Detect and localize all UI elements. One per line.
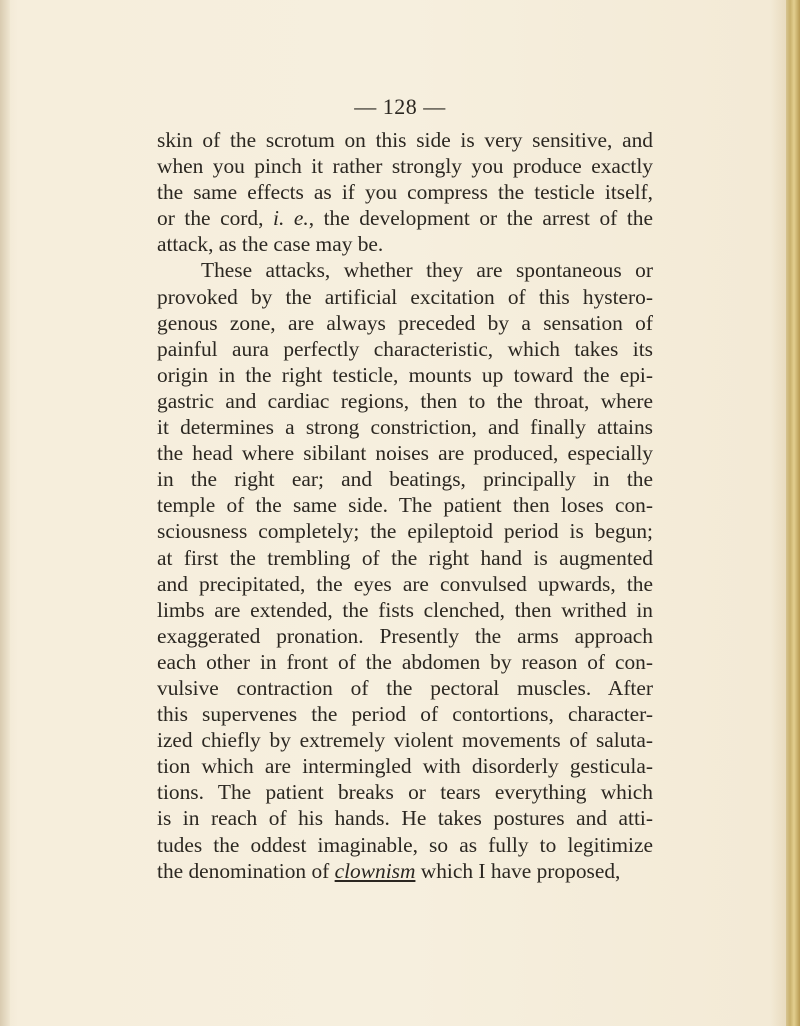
text-line: sciousness completely; the epileptoid period is begun; [157,519,653,544]
text-line: the head where sibilant noises are produced, especially [157,441,653,466]
text-line: tions. The patient breaks or tears everything which [157,780,653,805]
text-line: painful aura perfectly characteristic, which takes its [157,336,653,361]
text-line: when you pinch it rather strongly you produce exactly [157,154,653,179]
text-line: in the right ear; and beatings, principally in the [157,467,653,492]
text-line: skin of the scrotum on this side is very sensitive, and [157,128,653,152]
text-line: provoked by the artificial excitation of this hystero- [157,284,653,309]
text-line: is in reach of his hands. He takes postures and atti- [157,806,653,831]
text-line: limbs are extended, the fists clenched, then writhed in [157,597,653,622]
text-line: tion which are intermingled with disorderly gesticula- [157,754,653,779]
text-line: genous zone, are always preceded by a sensation of [157,310,653,335]
text-segment: or the cord, [157,206,273,231]
text-line: at first the trembling of the right hand is augmented [157,545,653,570]
text-segment: the denomination of [157,858,335,883]
text-line: gastric and cardiac regions, then to the throat, where [157,388,653,413]
text-line: it determines a strong constriction, and finally attains [157,415,653,440]
text-line [157,205,653,231]
page-number: — 128 — [354,94,446,119]
italic-text: i. e. [273,206,309,231]
text-line: this supervenes the period of contortions, character- [157,702,653,727]
text-line: and precipitated, the eyes are convulsed upwards, the [157,571,653,596]
italic-text: clownism [334,858,416,883]
text-line: each other in front of the abdomen by reason of con- [157,649,653,674]
text-line: temple of the same side. The patient then loses con- [157,493,653,518]
text-line: attack, as the case may be. [157,232,384,257]
text-line: the same effects as if you compress the testicle itself, [157,180,653,205]
text-line: tudes the oddest imaginable, so as fully to legitimize [157,832,653,857]
text-line [157,858,653,884]
text-line: ized chiefly by extremely violent movements of saluta- [157,728,653,753]
text-line: These attacks, whether they are spontaneous or [201,258,653,283]
text-line: origin in the right testicle, mounts up toward the epi- [157,362,653,387]
text-line: vulsive contraction of the pectoral muscles. After [157,675,653,700]
text-line: exaggerated pronation. Presently the arms approach [157,623,653,648]
text-segment: , the development or the arrest of the [308,206,653,231]
text-segment: which I have proposed, [415,858,621,883]
page-left-edge [0,0,10,1026]
body-text [157,127,653,884]
page-right-edge [786,0,800,1026]
